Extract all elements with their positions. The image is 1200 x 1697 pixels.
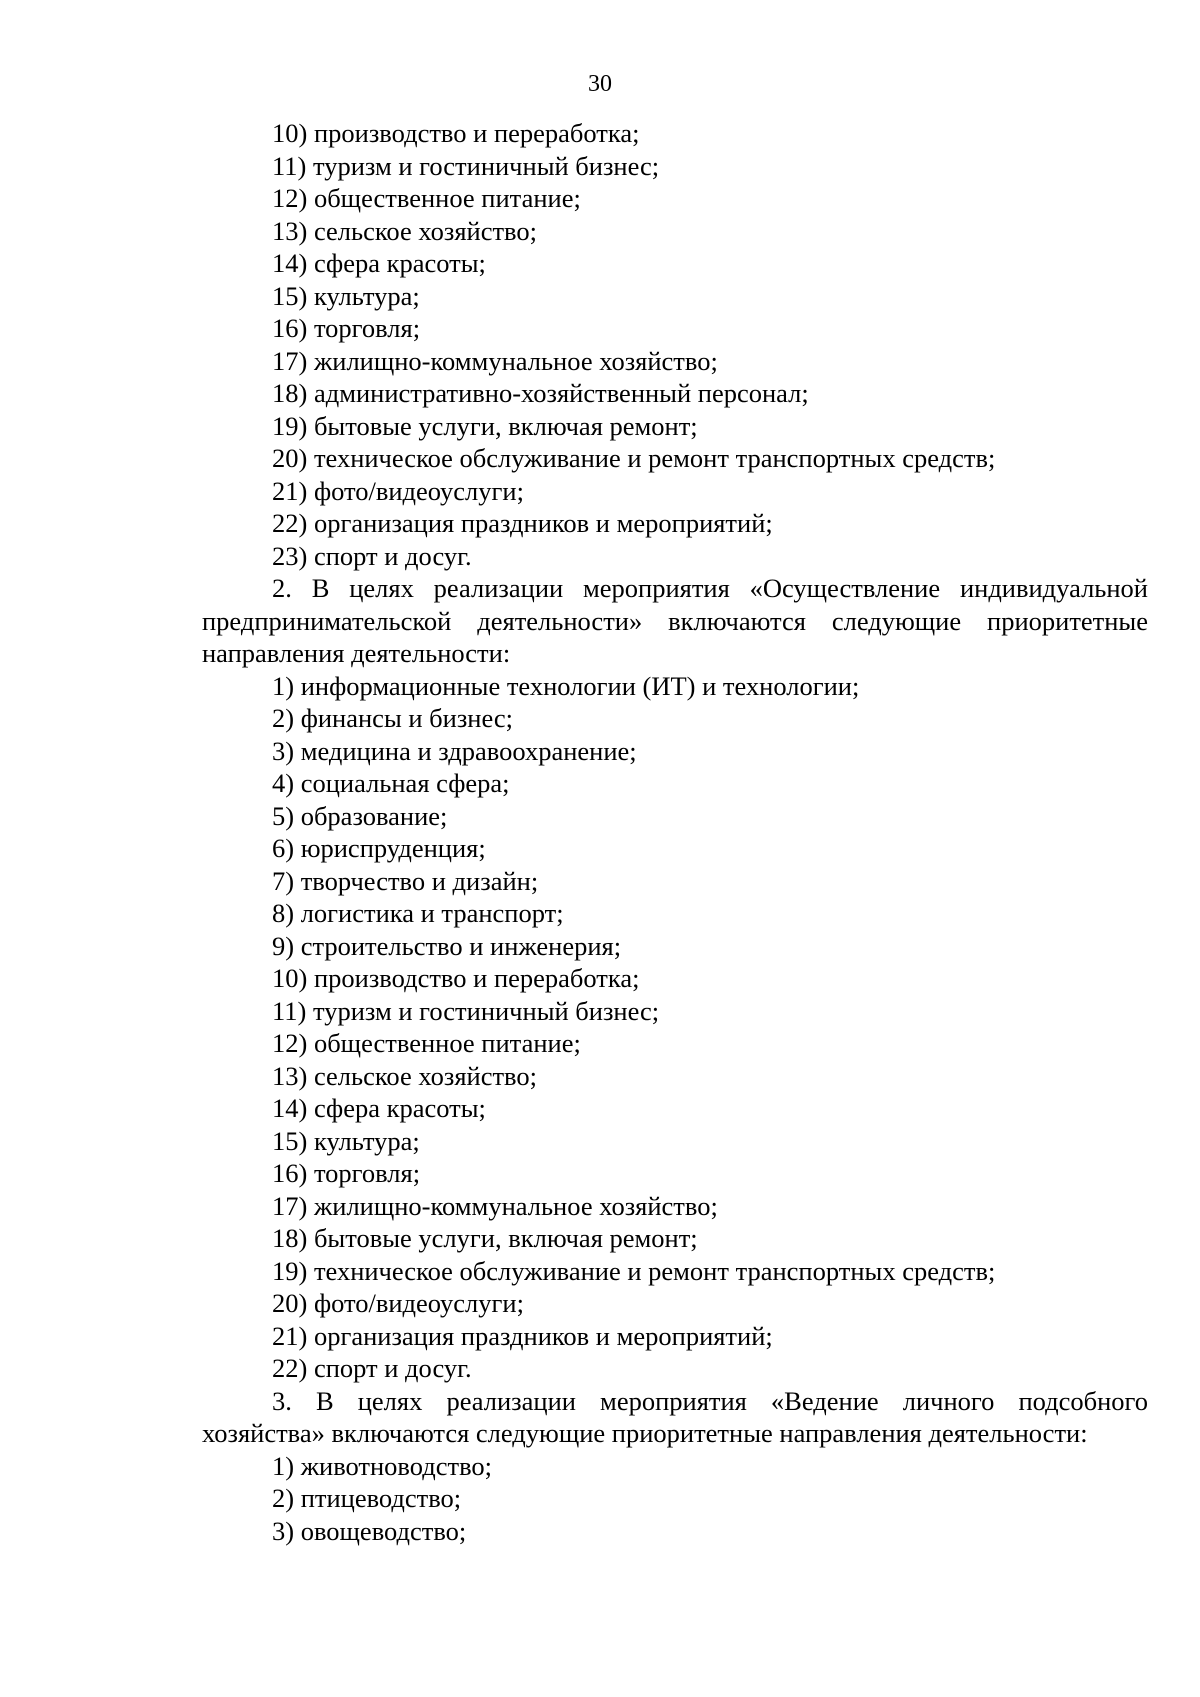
list-item: 4) социальная сфера;	[272, 768, 510, 798]
list-item: 2) птицеводство;	[272, 1483, 462, 1513]
list-item: 9) строительство и инженерия;	[272, 930, 622, 961]
list-item: 22) организация праздников и мероприятий;	[272, 508, 773, 538]
list-item: 22) спорт и досуг.	[272, 1353, 472, 1383]
section-3-paragraph: 3. В целях реализации мероприятия «Ведение личного подсобного хозяйства» включаются следующие приоритетные направления деятельности:	[202, 1385, 1148, 1448]
document-body	[202, 117, 1148, 1547]
list-item: 8) логистика и транспорт;	[272, 898, 564, 928]
list-item: 18) административно-хозяйственный персонал;	[272, 378, 809, 408]
list-item: 11) туризм и гостиничный бизнес;	[272, 995, 660, 1026]
list-item: 10) производство и переработка;	[272, 118, 640, 148]
list-block-1	[202, 117, 1148, 572]
list-item: 5) образование;	[272, 800, 448, 831]
list-item: 1) животноводство;	[272, 1450, 493, 1481]
list-item: 21) организация праздников и мероприятий;	[272, 1320, 773, 1351]
list-item: 16) торговля;	[272, 313, 421, 343]
list-item: 12) общественное питание;	[272, 1028, 581, 1058]
list-item: 13) сельское хозяйство;	[272, 215, 537, 246]
list-item: 13) сельское хозяйство;	[272, 1060, 537, 1091]
list-item: 12) общественное питание;	[272, 183, 581, 213]
page-number: 30	[588, 71, 612, 97]
section-2-paragraph: 2. В целях реализации мероприятия «Осуществление индивидуальной предпринимательской деятельности» включаются следующие приоритетные направления деятельности:	[202, 573, 1148, 668]
list-item: 14) сфера красоты;	[272, 1093, 486, 1123]
list-item: 10) производство и переработка;	[272, 963, 640, 993]
list-item: 23) спорт и досуг.	[272, 540, 472, 571]
list-item: 19) бытовые услуги, включая ремонт;	[272, 410, 698, 441]
list-item: 16) торговля;	[272, 1158, 421, 1188]
list-block-3	[202, 1450, 1148, 1548]
list-item: 7) творчество и дизайн;	[272, 865, 539, 896]
list-item: 21) фото/видеоуслуги;	[272, 475, 524, 506]
list-item: 17) жилищно-коммунальное хозяйство;	[272, 1190, 718, 1221]
list-item: 11) туризм и гостиничный бизнес;	[272, 150, 660, 181]
list-block-2	[202, 670, 1148, 1385]
list-item: 6) юриспруденция;	[272, 833, 486, 863]
list-item: 15) культура;	[272, 280, 420, 311]
list-item: 2) финансы и бизнес;	[272, 703, 514, 733]
list-item: 18) бытовые услуги, включая ремонт;	[272, 1223, 698, 1253]
list-item: 17) жилищно-коммунальное хозяйство;	[272, 345, 718, 376]
list-item: 20) фото/видеоуслуги;	[272, 1288, 524, 1318]
list-item: 3) медицина и здравоохранение;	[272, 735, 637, 766]
list-item: 1) информационные технологии (ИТ) и технологии;	[272, 670, 860, 701]
list-item: 14) сфера красоты;	[272, 248, 486, 278]
list-item: 19) техническое обслуживание и ремонт транспортных средств;	[272, 1255, 996, 1286]
list-item: 3) овощеводство;	[272, 1515, 467, 1546]
list-item: 20) техническое обслуживание и ремонт транспортных средств;	[272, 443, 996, 473]
list-item: 15) культура;	[272, 1125, 420, 1156]
